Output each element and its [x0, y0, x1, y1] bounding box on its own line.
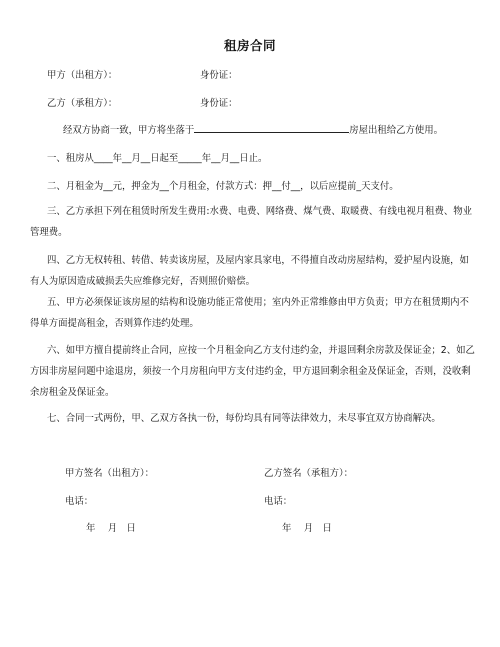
page-title: 租房合同	[223, 38, 276, 53]
clause-7: 七、合同一式两份，甲、乙双方各执一份，每份均具有同等法律效力，未尽事宜双方协商解决。	[47, 413, 441, 424]
party-a-label: 甲方（出租方）：	[47, 70, 118, 81]
clause-4: 四、乙方无权转租、转借、转卖该房屋，及屋内家具家电，不得擅自改动房屋结构，爱护屋内设施，如有人为原因造成破损丢失应维修完好，否则照价赔偿。	[30, 255, 469, 287]
intro-line	[63, 122, 443, 136]
party-a-sign-label: 甲方签名（出租方）：	[65, 468, 155, 479]
clause-6: 六、如甲方擅自提前终止合同，应按一个月租金向乙方支付违约金，并退回剩余房款及保证金；2、如乙方因非房屋问题中途退房，须按一个月房租向甲方支付违约金，甲方退回剩余租金及保证金，否则，没收剩余房租金及保证金。	[30, 345, 475, 398]
clause-1: 一、租房从____年__月__日起至_____年__月__日止。	[47, 153, 268, 164]
party-b-date-label: 年 月 日	[282, 523, 332, 534]
party-a-date-label: 年 月 日	[86, 523, 136, 534]
clause-5: 五、甲方必须保证该房屋的结构和设施功能正常使用；室内外正常维修由甲方负责；甲方在租赁期内不得单方面提高租金，否则算作违约处理。	[30, 297, 469, 329]
party-b-phone-label: 电话：	[264, 496, 293, 507]
intro-prefix: 经双方协商一致，甲方将坐落于	[63, 125, 195, 136]
party-a-phone-label: 电话：	[65, 496, 94, 507]
party-a-id-label: 身份证：	[200, 70, 238, 81]
clause-2: 二、月租金为__元，押金为__个月租金，付款方式：押__付__，以后应提前_天支付。	[47, 181, 399, 192]
address-blank	[194, 122, 349, 133]
clause-3: 三、乙方承担下列在租赁时所发生费用:水费、电费、网络费、煤气费、取暖费、有线电视月租费、物业管理费。	[30, 206, 473, 238]
party-b-label: 乙方（承租方）：	[47, 98, 118, 109]
intro-suffix: 房屋出租给乙方使用。	[349, 125, 444, 136]
party-b-id-label: 身份证：	[200, 98, 238, 109]
party-b-sign-label: 乙方签名（承租方）：	[264, 468, 354, 479]
